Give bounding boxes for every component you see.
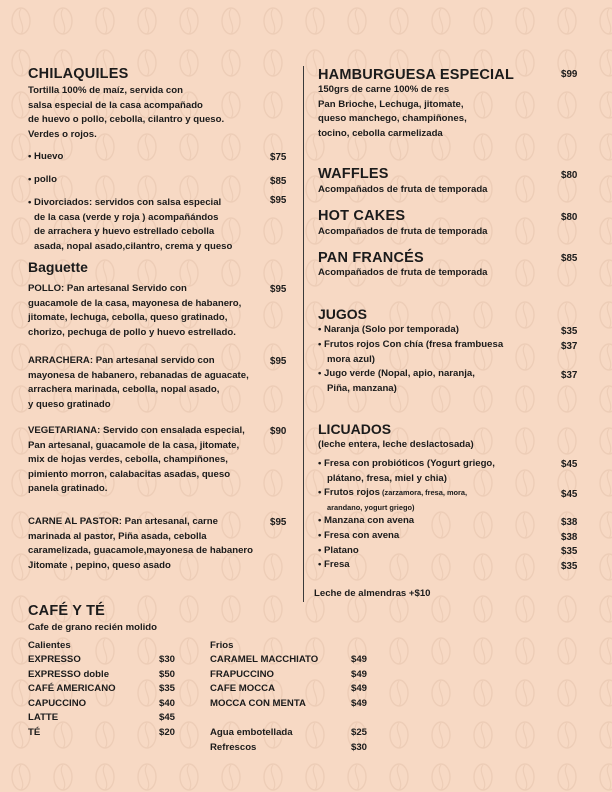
cafe-title: CAFÉ Y TÉ	[28, 603, 106, 619]
pan-frances-title: PAN FRANCÉS	[318, 250, 424, 266]
cafe-calientes-prices	[159, 653, 175, 741]
price-baguette-pollo: $95	[270, 284, 287, 295]
bebidas-otros-prices	[351, 726, 367, 755]
cafe-subtitle: Cafe de grano recién molido	[28, 622, 158, 633]
waffles-title: WAFFLES	[318, 166, 389, 182]
baguette-arrachera: ARRACHERA: Pan artesanal servido con mayonesa de habanero, rebanadas de aguacate, arrachera marinada, cebolla, nopal asado, y queso gratinado	[28, 355, 249, 410]
cafe-item: EXPRESSO	[28, 654, 81, 665]
pan-frances-description: Acompañados de fruta de temporada	[318, 267, 488, 278]
price-pan-frances: $85	[561, 253, 578, 264]
chilaquiles-title: CHILAQUILES	[28, 66, 129, 82]
price-licuado-frutos-rojos: $45	[561, 489, 578, 500]
price-waffles: $80	[561, 170, 578, 181]
price-jugo-frutos-rojos: $37	[561, 341, 578, 352]
price-baguette-carne-al-pastor: $95	[270, 517, 287, 528]
cafe-price: $49	[351, 683, 368, 695]
price-jugo-naranja: $35	[561, 326, 578, 337]
bebidas-otros-list	[210, 726, 293, 755]
licuado-fresa: • Fresa	[318, 558, 350, 573]
price-jugo-verde: $37	[561, 370, 578, 381]
bebida-price: $25	[351, 727, 368, 738]
price-pollo: $85	[270, 176, 287, 187]
licuado-manzana-avena: • Manzana con avena	[318, 514, 414, 529]
cafe-item: MOCCA CON MENTA	[210, 697, 306, 709]
hotcakes-description: Acompañados de fruta de temporada	[318, 226, 488, 237]
price-licuado-fresa-avena: $38	[561, 532, 578, 543]
menu-item-huevo: • Huevo	[28, 150, 63, 165]
bebida-item: Agua embotellada	[210, 727, 293, 738]
cafe-item: CAFÉ AMERICANO	[28, 683, 116, 695]
baguette-pollo: POLLO: Pan artesanal Servido con guacamole de la casa, mayonesa de habanero, jitomate, lechuga, cebolla, queso gratinado, chorizo, pechuga de pollo y huevo estrellado.	[28, 283, 242, 338]
licuado-platano: • Platano	[318, 544, 359, 559]
chilaquiles-description: Tortilla 100% de maíz, servida con salsa especial de la casa acompañado de huevo o pollo, cebolla, cilantro y queso. Verdes o rojos.	[28, 85, 225, 140]
frios-label: Frios	[210, 640, 234, 651]
price-baguette-arrachera: $95	[270, 356, 287, 367]
cafe-item: CARAMEL MACCHIATO	[210, 654, 319, 665]
cafe-item: CAPUCCINO	[28, 697, 87, 709]
cafe-item: LATTE	[28, 712, 59, 724]
bebida-item: Refrescos	[210, 741, 257, 753]
cafe-price: $30	[159, 654, 176, 665]
cafe-price: $49	[351, 654, 368, 665]
cafe-price: $20	[159, 726, 176, 738]
price-divorciados: $95	[270, 195, 287, 206]
column-divider	[303, 66, 304, 602]
licuado-fresa-probioticos: • Fresa con probióticos (Yogurt griego, plátano, fresa, miel y chia)	[318, 457, 495, 486]
baguette-carne-al-pastor: CARNE AL PASTOR: Pan artesanal, carne marinada al pastor, Piña asada, cebolla caramelizada, guacamole,mayonesa de habanero Jitomate , pepino, queso asado	[28, 516, 254, 571]
price-huevo: $75	[270, 152, 287, 163]
menu-item-divorciados: • Divorciados: servidos con salsa especial de la casa (verde y roja ) acompañándos de arrachera y huevo estrellado cebolla asada, nopal asado,cilantro, crema y queso	[28, 196, 273, 254]
price-baguette-vegetariana: $90	[270, 426, 287, 437]
bebida-price: $30	[351, 741, 368, 753]
cafe-item: FRAPUCCINO	[210, 668, 274, 680]
price-licuado-platano: $35	[561, 546, 578, 557]
hamburguesa-title: HAMBURGUESA ESPECIAL	[318, 67, 515, 83]
cafe-price: $50	[159, 668, 176, 680]
leche-almendras-note: Leche de almendras +$10	[314, 588, 431, 599]
price-licuado-fresa: $35	[561, 561, 578, 572]
price-hotcakes: $80	[561, 212, 578, 223]
jugo-frutos-rojos: • Frutos rojos Con chía (fresa frambuesa mora azul)	[318, 338, 503, 367]
cafe-price: $45	[159, 712, 176, 724]
baguette-title: Baguette	[28, 259, 88, 275]
price-hamburguesa: $99	[561, 69, 578, 80]
cafe-frios-prices	[351, 653, 367, 711]
licuado-fresa-avena: • Fresa con avena	[318, 529, 399, 544]
menu-item-pollo: • pollo	[28, 173, 57, 188]
cafe-price: $35	[159, 683, 176, 695]
licuados-title: LICUADOS	[318, 421, 392, 437]
calientes-label: Calientes	[28, 640, 71, 651]
licuados-subtitle: (leche entera, leche deslactosada)	[318, 439, 474, 450]
cafe-price: $49	[351, 697, 368, 709]
jugos-title: JUGOS	[318, 306, 368, 322]
licuado-frutos-rojos: • Frutos rojos (zarzamora, fresa, mora, arandano, yogurt griego)	[318, 486, 467, 515]
price-licuado-fresa-probioticos: $45	[561, 459, 578, 470]
cafe-item: TÉ	[28, 726, 41, 738]
waffles-description: Acompañados de fruta de temporada	[318, 184, 488, 195]
cafe-item: CAFE MOCCA	[210, 683, 276, 695]
jugo-naranja: • Naranja (Solo por temporada)	[318, 323, 459, 338]
hamburguesa-description: 150grs de carne 100% de res Pan Brioche, Lechuga, jitomate, queso manchego, champiñones, tocino, cebolla carmelizada	[318, 84, 467, 139]
cafe-frios-list	[210, 653, 318, 711]
cafe-price: $40	[159, 697, 176, 709]
jugo-verde: • Jugo verde (Nopal, apio, naranja, Piña, manzana)	[318, 367, 475, 396]
price-licuado-manzana-avena: $38	[561, 517, 578, 528]
cafe-calientes-list	[28, 653, 116, 741]
baguette-vegetariana: VEGETARIANA: Servido con ensalada especial, Pan artesanal, guacamole de la casa, jitomate, mix de hojas verdes, cebolla, champiñones, pimiento morron, calabacitas asadas, queso panela gratinado.	[28, 425, 245, 495]
hotcakes-title: HOT CAKES	[318, 208, 406, 224]
cafe-item: EXPRESSO doble	[28, 668, 110, 680]
cafe-price: $49	[351, 668, 368, 680]
